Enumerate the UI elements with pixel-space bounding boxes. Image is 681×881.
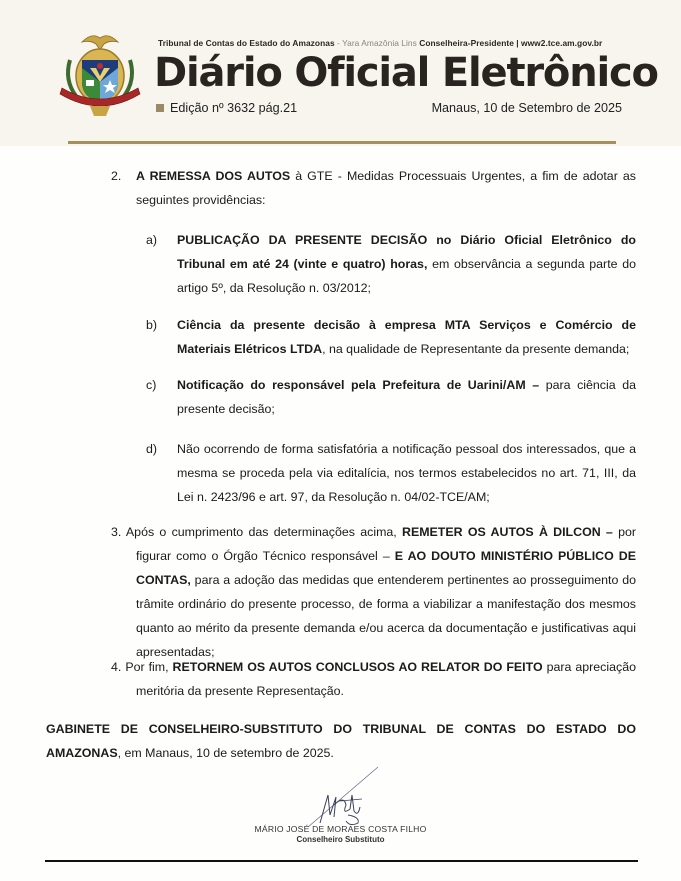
item-2-number: 2. [111,169,122,183]
page-header [0,0,681,146]
item-2-bold: A REMESSA DOS AUTOS [136,169,291,183]
subitem-a-text: em observância a segunda parte do artigo 5º, da Resolução n. 03/2012; [177,257,636,295]
subitem-b-label: b) [146,318,158,332]
subitem-a-paragraph [177,228,636,300]
footer-divider [45,860,638,862]
publication-title: Diário Oficial Eletrônico [154,50,658,96]
closing-text: , em Manaus, 10 de setembro de 2025. [117,746,334,760]
subitem-b-text: , na qualidade de Representante da presente demanda; [322,342,630,356]
closing-paragraph [46,717,636,765]
subitem-c-label: c) [146,378,157,392]
closing-bold: GABINETE DE CONSELHEIRO-SUBSTITUTO DO TRIBUNAL DE CONTAS DO ESTADO DO AMAZONAS [46,722,636,760]
subitem-d-text: Não ocorrendo de forma satisfatória a notificação pessoal dos interessados, que a mesma se proceda pela via editalícia, nos termos estabelecidos no art. 71, III, da Lei n. 2423/96 e art. 97, da Resolução n. 04/02-TCE/AM; [177,442,636,504]
subitem-c-bold: Notificação do responsável pela Prefeitura de Uarini/AM – [177,378,540,392]
institution-name: Tribunal de Contas do Estado do Amazonas [158,38,335,48]
subitem-d-label: d) [146,442,158,456]
subitem-a-bold: PUBLICAÇÃO DA PRESENTE DECISÃO no Diário Oficial Eletrônico do Tribunal em até 24 (vinte e quatro) horas, [177,233,636,271]
item-2-text: à GTE - Medidas Processuais Urgentes, a fim de adotar as seguintes providências: [136,169,637,207]
edition-number: Edição nº 3632 pág.21 [170,101,298,115]
item-3-paragraph [111,520,636,664]
item-3-bold-2: E AO DOUTO MINISTÉRIO PÚBLICO DE CONTAS, [136,549,636,587]
item-3-bold-1: REMETER OS AUTOS À DILCON – [402,525,613,539]
signatory-role: Conselheiro Substituto [296,835,385,844]
subitem-a-label: a) [146,233,158,247]
item-3-lead: 3. Após o cumprimento das determinações acima, [111,525,402,539]
item-4-paragraph [111,655,636,703]
subitem-b-paragraph [177,313,636,361]
president-title-and-url: Conselheira-Presidente | www2.tce.am.gov.br [416,38,603,48]
header-divider [68,141,616,144]
subitem-c-paragraph [177,373,636,421]
tce-am-crest-icon [52,24,148,120]
item-3-text-1: por figurar como o Órgão Técnico responsável – [136,525,636,563]
item-3-text-2: para a adoção das medidas que entenderem pertinentes ao prosseguimento do trâmite ordinário do presente processo, de forma a viabilizar a manifestação dos mesmos quanto ao mérito da presente demanda e/ou acerca da documentação e justificativas aqui apresentadas; [136,573,636,659]
subitem-d-paragraph [177,437,636,509]
item-4-lead: 4. Por fim, [111,660,173,674]
item-2-paragraph [136,164,636,212]
president-name: Yara Amazônia Lins [342,38,417,48]
edition-info [156,101,297,115]
publication-date: Manaus, 10 de Setembro de 2025 [431,101,622,115]
signatory-name: MÁRIO JOSÉ DE MORAES COSTA FILHO [254,824,427,834]
square-bullet-icon [156,104,164,112]
item-4-text: para apreciação meritória da presente Representação. [136,660,636,698]
tagline-separator: - [334,38,343,48]
subitem-b-bold: Ciência da presente decisão à empresa MTA Serviços e Comércio de Materiais Elétricos LTDA [177,318,636,356]
subitem-c-text: para ciência da presente decisão; [177,378,636,416]
handwritten-signature-icon [300,765,390,830]
item-4-bold: RETORNEM OS AUTOS CONCLUSOS AO RELATOR DO FEITO [172,660,543,674]
